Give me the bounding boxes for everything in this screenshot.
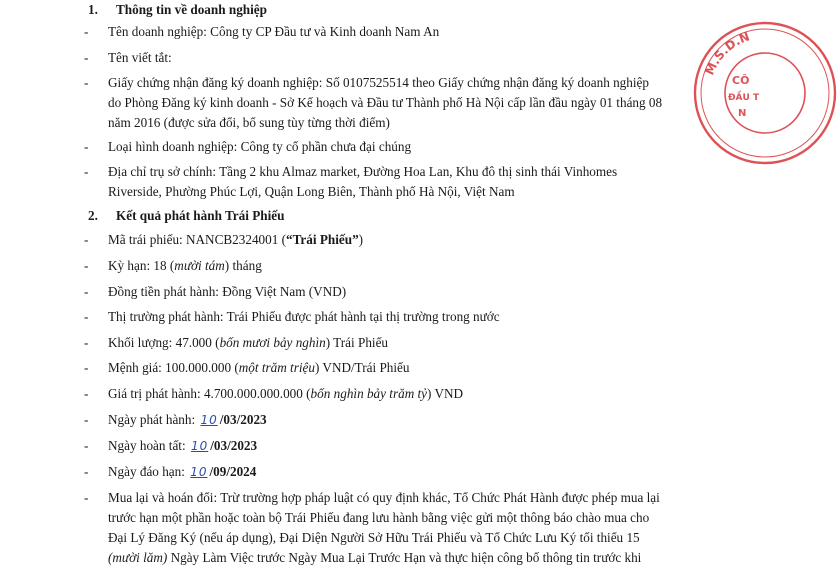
completion-date-item [84,436,708,456]
bullet-dash: - [84,24,89,39]
maturity-date-text: Ngày đáo hạn: 10 /09/2024 [108,464,257,479]
bullet-dash: - [84,412,89,427]
registration-cert-line-2: do Phòng Đăng ký kinh doanh - Sở Kế hoạch và Đầu tư Thành phố Hà Nội cấp lần đầu ngày 01 tháng 08 [108,95,663,110]
business-type-item [84,137,708,157]
registration-cert-line-3: năm 2016 (được sửa đổi, bổ sung tùy từng thời điểm) [108,115,390,130]
registration-cert-item [84,73,708,133]
handwritten-day: 10 [200,413,218,427]
short-name-text: Tên viết tắt: [108,50,172,65]
bullet-dash: - [84,258,89,273]
bond-code-item [84,230,708,250]
volume-text: Khối lượng: 47.000 (bốn mươi bảy nghìn) Trái Phiếu [108,335,389,350]
redemption-line-4: (mười lăm) Ngày Làm Việc trước Ngày Mua Lại Trước Hạn và thực hiện công bố thông tin trước khi [108,550,642,565]
redemption-item [84,488,708,568]
bond-short-name: “Trái Phiếu” [286,232,359,247]
bullet-dash: - [84,386,89,401]
seal-arc-text [702,29,751,77]
bond-code-text: Mã trái phiếu: NANCB2324001 (“Trái Phiếu”) [108,232,364,247]
section-2-number: 2. [88,208,98,223]
market-text: Thị trường phát hành: Trái Phiếu được phát hành tại thị trường trong nước [108,309,500,324]
redemption-line-2: trước hạn một phần hoặc toàn bộ Trái Phiếu đang lưu hành bằng việc gửi một thông báo chào mua cho [108,510,650,525]
issue-date-text: Ngày phát hành: 10 /03/2023 [108,412,267,427]
handwritten-day: 10 [190,439,209,453]
bullet-dash: - [84,284,89,299]
term-text: Kỳ hạn: 18 (mười tám) tháng [108,258,262,273]
bullet-dash: - [84,335,89,350]
currency-item [84,282,708,302]
company-seal-stamp [690,18,840,168]
completion-date-text: Ngày hoàn tất: 10 /03/2023 [108,438,258,453]
redemption-line-1: Mua lại và hoán đổi: Trừ trường hợp pháp luật có quy định khác, Tổ Chức Phát Hành được phép mua lại [108,490,660,505]
company-name-item [84,22,708,42]
term-item [84,256,708,276]
par-value-text: Mệnh giá: 100.000.000 (một trăm triệu) VND/Trái Phiếu [108,360,410,375]
company-name-text: Tên doanh nghiệp: Công ty CP Đầu tư và Kinh doanh Nam An [108,24,440,39]
address-line-1: Địa chỉ trụ sở chính: Tầng 2 khu Almaz market, Đường Hoa Lan, Khu đô thị sinh thái Vinhomes [108,164,618,179]
bullet-dash: - [84,50,89,65]
issue-value-text: Giá trị phát hành: 4.700.000.000.000 (bốn nghìn bảy trăm tỷ) VND [108,386,464,401]
seal-inner-text-3: N [738,108,747,119]
bullet-dash: - [84,164,89,179]
registration-cert-line-1: Giấy chứng nhận đăng ký doanh nghiệp: Số 0107525514 theo Giấy chứng nhận đăng ký doanh nghiệp [108,75,649,90]
bullet-dash: - [84,360,89,375]
seal-inner-text-2: ĐẦU T [728,93,760,103]
address-line-2: Riverside, Phường Phúc Lợi, Quận Long Biên, Thành phố Hà Nội, Việt Nam [108,184,515,199]
seal-arc-path: M.S.D.N [702,29,752,78]
seal-inner-text-1: CÔ [732,74,750,87]
market-item [84,307,708,327]
currency-text: Đồng tiền phát hành: Đồng Việt Nam (VND) [108,284,347,299]
redemption-line-3: Đại Lý Đăng Ký (nếu áp dụng), Đại Diện Người Sở Hữu Trái Phiếu và Tổ Chức Lưu Ký tối thiểu 15 [108,530,640,545]
handwritten-day: 10 [190,465,208,479]
bullet-dash: - [84,438,89,453]
section-2-title: Kết quả phát hành Trái Phiếu [116,208,285,223]
par-value-item [84,358,708,378]
bullet-dash: - [84,464,89,479]
business-type-text: Loại hình doanh nghiệp: Công ty cổ phần chưa đại chúng [108,139,412,154]
section-1-number: 1. [88,2,98,17]
address-item [84,162,708,202]
bullet-dash: - [84,309,89,324]
maturity-date-item [84,462,708,482]
issue-value-item [84,384,708,404]
bullet-dash: - [84,139,89,154]
bullet-dash: - [84,232,89,247]
issue-date-item [84,410,708,430]
bullet-dash: - [84,490,89,505]
bullet-dash: - [84,75,89,90]
short-name-item [84,48,708,68]
section-1-title: Thông tin về doanh nghiệp [116,2,267,17]
volume-item [84,333,708,353]
